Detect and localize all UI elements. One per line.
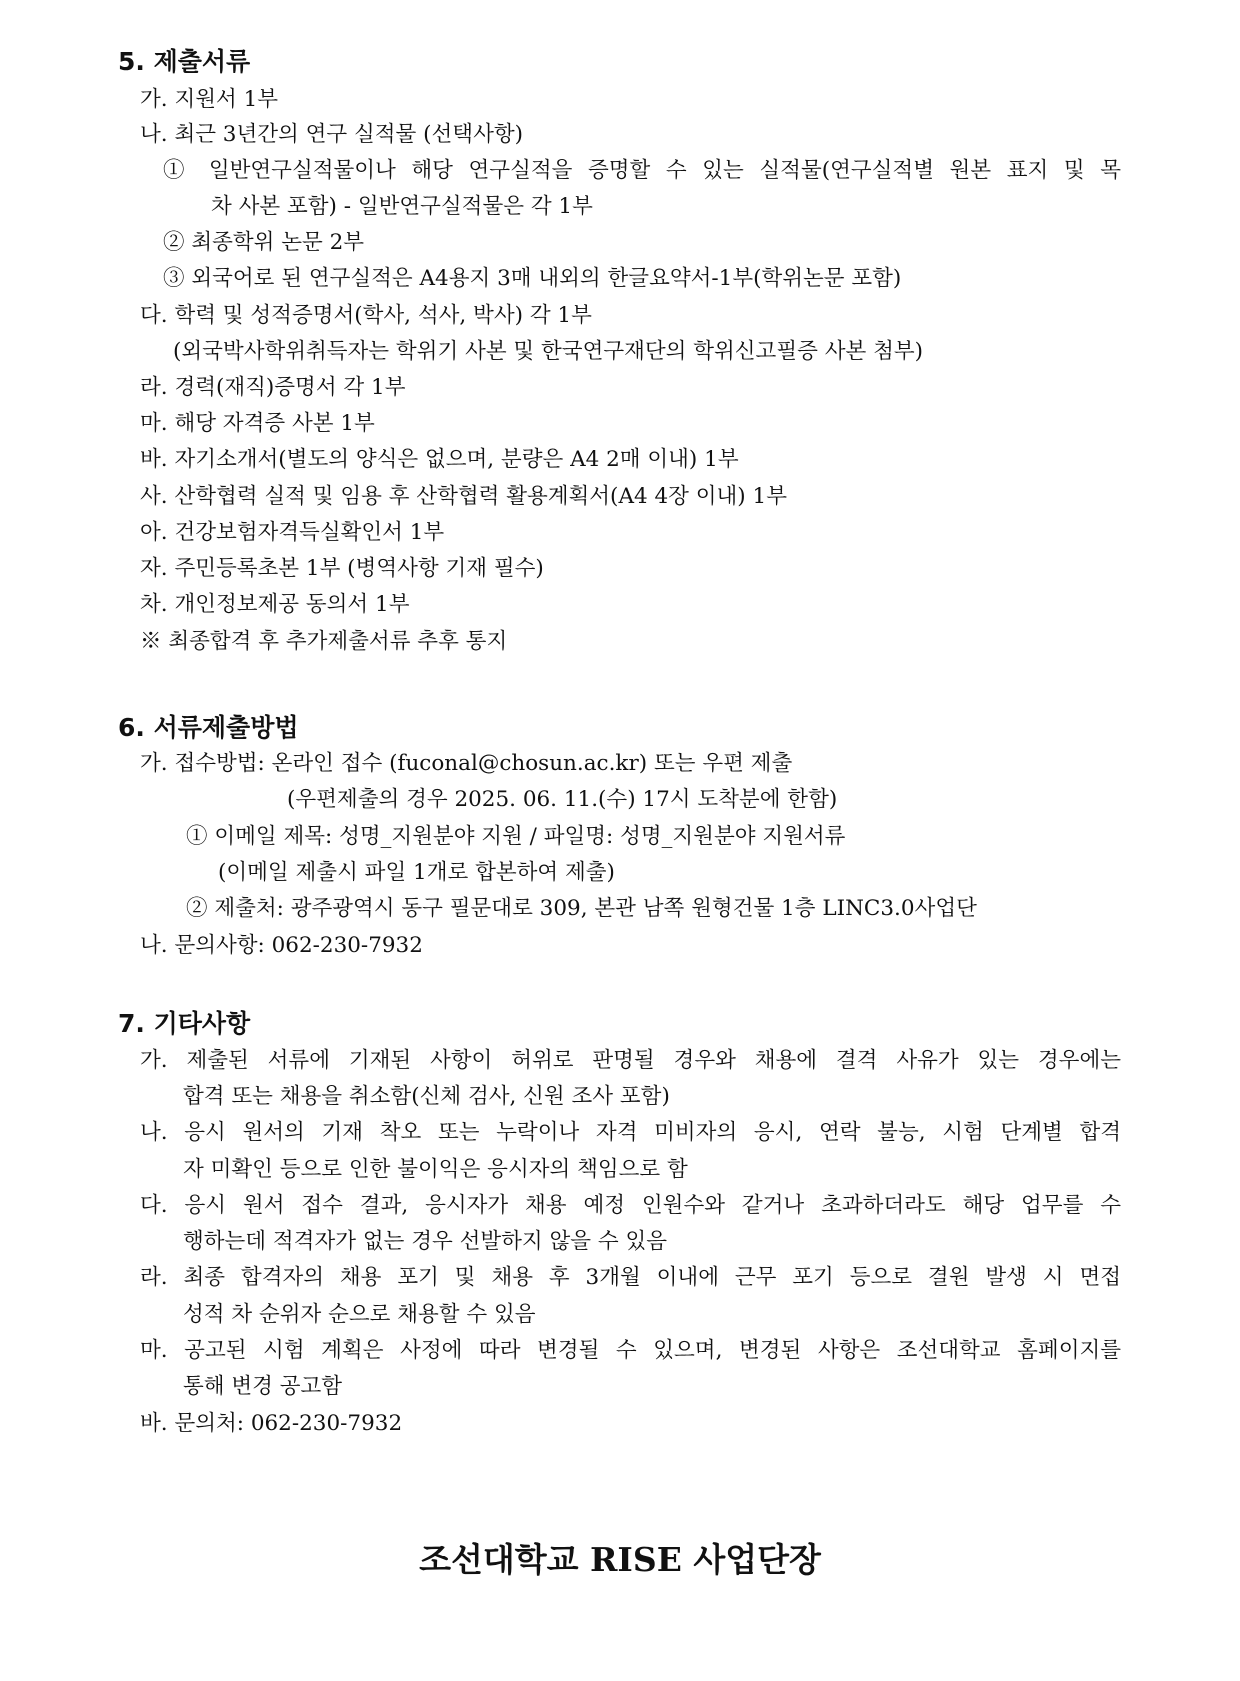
s7-item-ra-a: 라. 최종 합격자의 채용 포기 및 채용 후 3개월 이내에 근무 포기 등으로 결원 발생 시 면접 <box>140 1265 1121 1290</box>
s6-item-ga-note: (우편제출의 경우 2025. 06. 11.(수) 17시 도착분에 한함) <box>287 787 838 812</box>
section-5-title: 5. 제출서류 <box>118 47 251 76</box>
section-7-title: 7. 기타사항 <box>118 1009 251 1038</box>
issuer-signature-line: 조선대학교 RISE 사업단장 <box>419 1540 821 1579</box>
s5-item-ja: 자. 주민등록초본 1부 (병역사항 기재 필수) <box>140 556 544 581</box>
s7-item-da-a: 다. 응시 원서 접수 결과, 응시자가 채용 예정 인원수와 같거나 초과하더라도 해당 업무를 수 <box>140 1193 1121 1218</box>
s6-item-na: 나. 문의사항: 062-230-7932 <box>140 933 423 958</box>
s5-item-sa: 사. 산학협력 실적 및 임용 후 산학협력 활용계획서(A4 4장 이내) 1부 <box>140 484 787 509</box>
s6-item-ga-1-note: (이메일 제출시 파일 1개로 합본하여 제출) <box>218 860 615 885</box>
s5-item-na-2: ② 최종학위 논문 2부 <box>163 230 365 255</box>
s5-item-na: 나. 최근 3년간의 연구 실적물 (선택사항) <box>140 122 523 147</box>
s5-item-a: 아. 건강보험자격득실확인서 1부 <box>140 520 445 545</box>
s5-item-ba: 바. 자기소개서(별도의 양식은 없으며, 분량은 A4 2매 이내) 1부 <box>140 447 739 472</box>
s6-item-ga: 가. 접수방법: 온라인 접수 (fuconal@chosun.ac.kr) 또는 우편 제출 <box>140 751 793 776</box>
s5-item-cha: 차. 개인정보제공 동의서 1부 <box>140 592 410 617</box>
s5-item-na-1a: ① 일반연구실적물이나 해당 연구실적을 증명할 수 있는 실적물(연구실적별 원본 표지 및 목 <box>163 158 1121 183</box>
s5-item-na-1b: 차 사본 포함) - 일반연구실적물은 각 1부 <box>211 194 593 219</box>
s7-item-ga-b: 합격 또는 채용을 취소함(신체 검사, 신원 조사 포함) <box>183 1084 670 1109</box>
s6-item-ga-1: ① 이메일 제목: 성명_지원분야 지원 / 파일명: 성명_지원분야 지원서류 <box>186 824 846 849</box>
s5-note: ※ 최종합격 후 추가제출서류 추후 통지 <box>140 629 508 654</box>
s7-item-ra-b: 성적 차 순위자 순으로 채용할 수 있음 <box>183 1302 536 1327</box>
s5-item-da-note: (외국박사학위취득자는 학위기 사본 및 한국연구재단의 학위신고필증 사본 첨부) <box>173 339 923 364</box>
s5-item-ra: 라. 경력(재직)증명서 각 1부 <box>140 375 406 400</box>
s7-item-ga-a: 가. 제출된 서류에 기재된 사항이 허위로 판명될 경우와 채용에 결격 사유가 있는 경우에는 <box>140 1048 1121 1073</box>
s7-item-ma-a: 마. 공고된 시험 계획은 사정에 따라 변경될 수 있으며, 변경된 사항은 조선대학교 홈페이지를 <box>140 1338 1121 1363</box>
s7-item-na-a: 나. 응시 원서의 기재 착오 또는 누락이나 자격 미비자의 응시, 연락 불능, 시험 단계별 합격 <box>140 1120 1121 1145</box>
s6-item-ga-2: ② 제출처: 광주광역시 동구 필문대로 309, 본관 남쪽 원형건물 1층 LINC3.0사업단 <box>186 896 977 921</box>
s7-item-na-b: 자 미확인 등으로 인한 불이익은 응시자의 책임으로 함 <box>183 1157 688 1182</box>
section-6-title: 6. 서류제출방법 <box>118 713 299 742</box>
s5-item-ma: 마. 해당 자격증 사본 1부 <box>140 411 375 436</box>
s5-item-da: 다. 학력 및 성적증명서(학사, 석사, 박사) 각 1부 <box>140 303 592 328</box>
s7-item-ba: 바. 문의처: 062-230-7932 <box>140 1411 403 1436</box>
s5-item-ga: 가. 지원서 1부 <box>140 87 279 112</box>
s7-item-ma-b: 통해 변경 공고함 <box>183 1374 343 1399</box>
s7-item-da-b: 행하는데 적격자가 없는 경우 선발하지 않을 수 있음 <box>183 1229 667 1254</box>
s5-item-na-3: ③ 외국어로 된 연구실적은 A4용지 3매 내외의 한글요약서-1부(학위논문 포함) <box>163 266 902 291</box>
